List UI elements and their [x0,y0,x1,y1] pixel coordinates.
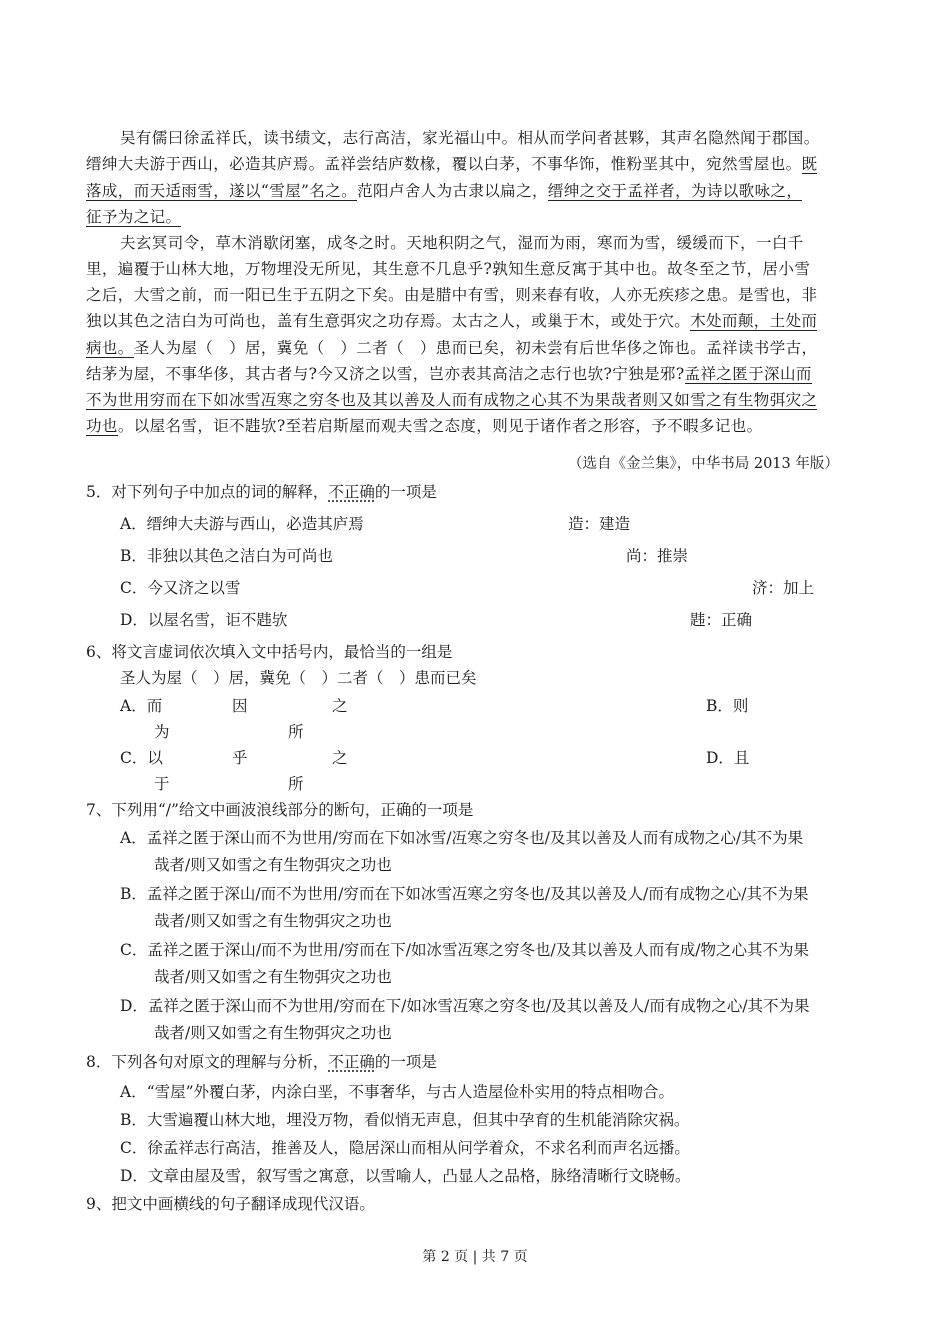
passage-source: （选自《金兰集》，中华书局 2013 年版） [568,456,839,472]
q8-option-d: D．文章由屋及雪，叙写雪之寓意，以雪喻人，凸显人之品格，脉络清晰行文晓畅。 [120,1167,691,1185]
q5-option-c: C．今又济之以雪 [120,579,241,597]
q5-gloss-c: 济：加上 [752,579,815,597]
q5-option-a: A．缙绅大夫游与西山，必造其庐焉 [120,515,364,533]
passage-line-10: 结茅为屋，不事华侈，其古者与?今又济之以雪，岂亦表其高洁之志行也欤?宁独是邪?孟祥之匿于深山而 [86,365,812,383]
passage-line-2: 缙绅大夫游于西山，必造其庐焉。孟祥尝结庐数椽，覆以白茅，不事华饰，惟粉垩其中，宛然雪屋也。既 [86,155,818,173]
passage-line-4: 征予为之记。 [86,208,182,226]
q7-option-d-line1: D．孟祥之匿于深山而不为世用/穷而在下/如冰雪冱寒之穷冬也/及其以善及人/而有成物之心/其不为果 [120,997,810,1015]
q6-option-a-4: 为 [154,723,170,741]
q7-option-d-line2: 哉者/则又如雪之有生物弭灾之功也 [154,1024,392,1042]
q8-stem: 8．下列各句对原文的理解与分析，不正确的一项是 [86,1053,437,1071]
q6-option-d-1: D．且 [706,749,750,767]
passage-line-7: 之后，大雪之前，而一阳已生于五阴之下矣。由是腊中有雪，则来春有收，人亦无疾疹之患。是雪也，非 [86,286,818,304]
passage-line-5: 夫玄冥司令，草木消歇闭塞，成冬之时。天地积阴之气，湿而为雨，寒而为雪，缓缓而下，一白千 [120,234,804,252]
passage-line-3: 落成，而天适雨雪，遂以“雪屋”名之。范阳卢舍人为古隶以扁之，缙绅之交于孟祥者，为诗以歌咏之， [86,182,803,200]
q6-sentence: 圣人为屋（ ）居，冀免（ ）二者（ ）患而已矣 [120,669,477,687]
passage-line-9: 病也。圣人为屋（ ）居，冀免（ ）二者（ ）患而已矣，初未尝有后世华侈之饰也。孟祥读书学古， [86,339,818,357]
passage-line-6: 里，遍覆于山林大地，万物埋没无所见，其生意不几息乎?孰知生意反寓于其中也。故冬至之节，居小雪 [86,260,811,278]
passage-line-8: 独以其色之洁白为可尚也，盖有生意弭灾之功存焉。太古之人，或巢于木，或处于穴。木处而颠，土处而 [86,312,818,330]
q5-option-b: B．非独以其色之洁白为可尚也 [120,547,333,565]
q5-option-d: D．以屋名雪，讵不韪欤 [120,611,288,629]
q6-option-c-2: 乎 [232,749,248,767]
q5-gloss-d: 韪：正确 [690,611,753,629]
q7-option-c-line2: 哉者/则又如雪之有生物弭灾之功也 [154,968,392,986]
q7-option-b-line2: 哉者/则又如雪之有生物弭灾之功也 [154,912,392,930]
q6-option-a-5: 所 [288,723,304,741]
q6-option-a-2: 因 [232,697,248,715]
page-footer: 第 2 页 | 共 7 页 [422,1249,528,1265]
q6-option-c-3: 之 [332,749,348,767]
q8-option-b: B．大雪遍覆山林大地，埋没万物，看似悄无声息，但其中孕育的生机能消除灾祸。 [120,1111,690,1129]
q8-option-c: C．徐孟祥志行高洁，推善及人，隐居深山而相从问学着众，不求名利而声名远播。 [120,1139,690,1157]
q5-gloss-b: 尚：推崇 [626,547,689,565]
q6-option-c-1: C．以 [120,749,163,767]
q6-option-a-3: 之 [332,697,348,715]
q7-option-c-line1: C．孟祥之匿于深山/而不为世用/穷而在下/如冰雪冱寒之穷冬也/及其以善及人而有成/物之心其不为果 [120,941,809,959]
q6-stem: 6、将文言虚词依次填入文中括号内，最恰当的一组是 [86,643,453,661]
q5-stem: 5．对下列句子中加点的词的解释，不正确的一项是 [86,483,437,501]
q7-option-a-line1: A．孟祥之匿于深山而不为世用/穷而在下如冰雪/冱寒之穷冬也/及其以善及人而有成物之心/其不为果 [120,829,804,847]
q6-option-c-5: 所 [288,775,304,793]
q7-option-a-line2: 哉者/则又如雪之有生物弭灾之功也 [154,856,392,874]
q5-gloss-a: 造：建造 [568,515,631,533]
q8-option-a: A．“雪屋”外覆白茅，内涂白垩，不事奢华，与古人造屋俭朴实用的特点相吻合。 [120,1083,675,1101]
q9-stem: 9、把文中画横线的句子翻译成现代汉语。 [86,1195,375,1213]
q7-option-b-line1: B．孟祥之匿于深山/而不为世用/穷而在下如冰雪冱寒之穷冬也/及其以善及人/而有成物之心/其不为果 [120,885,809,903]
passage-line-12: 功也。以屋名雪，讵不韪欤?至若启斯屋而观夫雪之态度，则见于诸作者之形容，予不暇多记也。 [86,417,763,435]
q6-option-a-1: A．而 [120,697,163,715]
q6-option-b-1: B．则 [706,697,749,715]
q7-stem: 7、下列用“/”给文中画波浪线部分的断句，正确的一项是 [86,801,474,819]
q6-option-c-4: 于 [154,775,170,793]
passage-line-11: 不为世用穷而在下如冰雪冱寒之穷冬也及其以善及人而有成物之心其不为果哉者则又如雪之有生物弭灾之 [86,391,818,409]
passage-line-1: 吴有儒曰徐孟祥氏，读书绩文，志行高洁，家光福山中。相从而学问者甚夥，其声名隐然闻于郡国。 [120,129,820,147]
